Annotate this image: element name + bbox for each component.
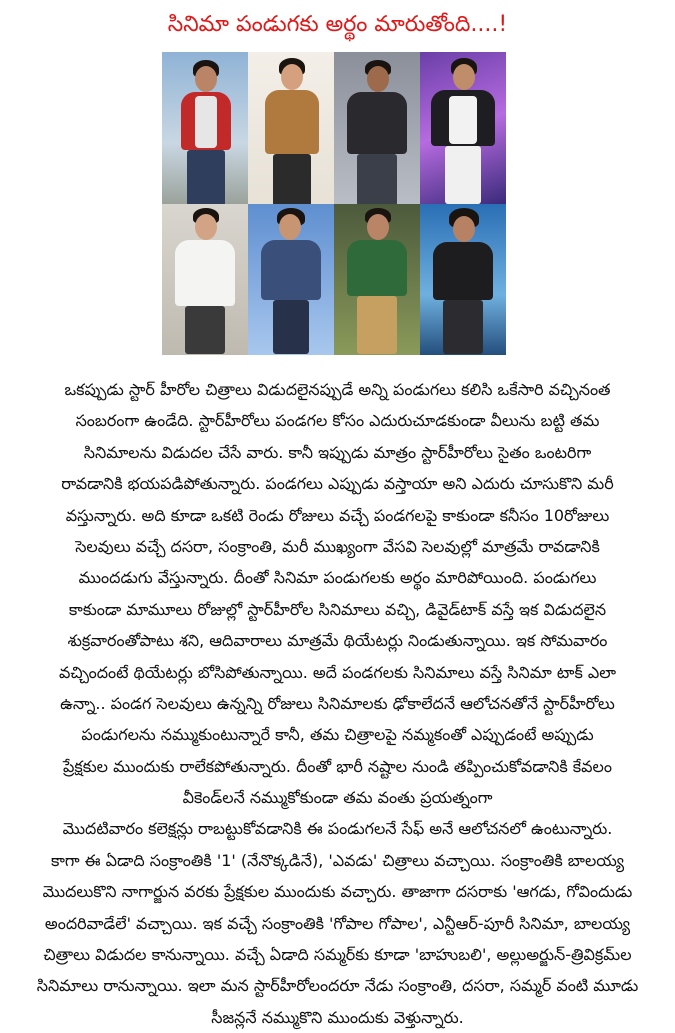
hero-photo-collage bbox=[162, 52, 506, 355]
hero-photo-2 bbox=[248, 52, 334, 204]
body-line: కాకుండా మామూలు రోజుల్లో స్టార్‌హీరోల సినిమాలు వచ్చి, డివైడ్‌టాక్ వస్తే ఇక విడుదలైన bbox=[68, 599, 607, 619]
article-title: సినిమా పండుగకు అర్థం మారుతోంది....! bbox=[167, 12, 508, 37]
hero-photo-4 bbox=[420, 52, 506, 204]
body-line: కాగా ఈ ఏడాది సంక్రాంతికి '1' (నేనొక్కడినే), 'ఎవడు' చిత్రాలు వచ్చాయి. సంక్రాంతికి బాలయ్య bbox=[50, 850, 625, 870]
body-line: సినిమాలను విడుదల చేసే వారు. కానీ ఇప్పుడు మాత్రం స్టార్‌హీరోలు సైతం ఒంటరిగా bbox=[83, 442, 592, 462]
body-line: మొదటివారం కలెక్షన్లు రాబట్టుకోవడానికి ఈ పండుగలనే సేఫ్ అనే ఆలోచనలో ఉంటున్నారు. bbox=[62, 819, 613, 839]
body-line: అందరివాడేలే' వచ్చాయి. ఇక వచ్చే సంక్రాంతికి 'గోపాల గోపాల', ఎన్టీఆర్-పూరీ సినిమా, బాలయ్య bbox=[44, 913, 631, 933]
hero-photo-3 bbox=[334, 52, 420, 204]
hero-photo-7 bbox=[334, 204, 420, 355]
body-line: సినిమాలు రానున్నాయి. ఇలా మన స్టార్‌హీరోలందరూ నేడు సంక్రాంతి, దసరా, సమ్మర్ వంటి మూడు bbox=[36, 976, 639, 996]
hero-photo-5 bbox=[162, 204, 248, 355]
hero-photo-8 bbox=[420, 204, 506, 355]
hero-photo-1 bbox=[162, 52, 248, 204]
body-line: సంబరంగా ఉండేది. స్టార్‌హీరోలు పండగల కోసం ఎదురుచూడకుండా వీలును బట్టి తమ bbox=[75, 411, 600, 431]
hero-photo-6 bbox=[248, 204, 334, 355]
body-line: సీజన్లనే నమ్ముకొని ముందుకు వెళ్తున్నారు. bbox=[211, 1007, 464, 1027]
body-line: ప్రేక్షకుల ముందుకు రాలేకపోతున్నారు. దీంతో భారీ నష్టాల నుండి తప్పించుకోవడానికి కేవలం bbox=[63, 756, 612, 776]
article-body bbox=[0, 374, 675, 1033]
body-line: వీకెండ్‌లనే నమ్ముకోకుండా తమ వంతు ప్రయత్నంగా bbox=[182, 788, 493, 808]
body-line: ముందడుగు వేస్తున్నారు. దీంతో సినిమా పండుగలకు అర్థం మారిపోయింది. పండుగలు bbox=[78, 568, 597, 588]
body-line: వస్తున్నారు. అది కూడా ఒకటి రెండు రోజులు వచ్చే పండగలపై కాకుండా కనీసం 10రోజులు bbox=[65, 505, 610, 525]
body-line: ఉన్నా.. పండగ సెలవులు ఉన్నన్ని రోజులు సినిమాలకు ఢోకాలేదనే ఆలోచనతోనే స్టార్‌హీరోలు bbox=[60, 693, 615, 713]
body-line: పండుగలను నమ్ముకుంటున్నారే కానీ, తమ చిత్రాలపై నమ్మకంతో ఎప్పుడంటే అప్పుడు bbox=[81, 725, 594, 745]
body-line: శుక్రవారంతోపాటు శని, ఆదివారాలు మాత్రమే థియేటర్లు నిండుతున్నాయి. ఇక సోమవారం bbox=[67, 631, 608, 651]
body-line: వచ్చిందంటే థియేటర్లు బోసిపోతున్నాయి. అదే పండగలకు సినిమాలు వస్తే సినిమా టాక్ ఎలా bbox=[58, 662, 617, 682]
body-line: సెలవులు వచ్చే దసరా, సంక్రాంతి, మరీ ముఖ్యంగా వేసవి సెలవుల్లో మాత్రమే రావడానికి bbox=[75, 536, 600, 556]
body-line: చిత్రాలు విడుదల కానున్నాయి. వచ్చే ఏడాది సమ్మర్‌కు కూడా 'బాహుబలి', అల్లుఅర్జున్-త్రివిక్రమ్‌ల bbox=[43, 945, 632, 965]
body-line: రావడానికి భయపడిపోతున్నారు. పండగలు ఎప్పుడు వస్తాయా అని ఎదురు చూసుకొని మరీ bbox=[61, 474, 614, 494]
body-line: మొదలుకొని నాగార్జున వరకు ప్రేక్షకుల ముందుకు వచ్చారు. తాజాగా దసరాకు 'ఆగడు, గోవిందుడు bbox=[42, 882, 633, 902]
body-line: ఒకప్పుడు స్టార్ హీరోల చిత్రాలు విడుదలైనప్పుడే అన్ని పండుగలు కలిసి ఒకేసారి వచ్చినంత bbox=[64, 380, 611, 399]
